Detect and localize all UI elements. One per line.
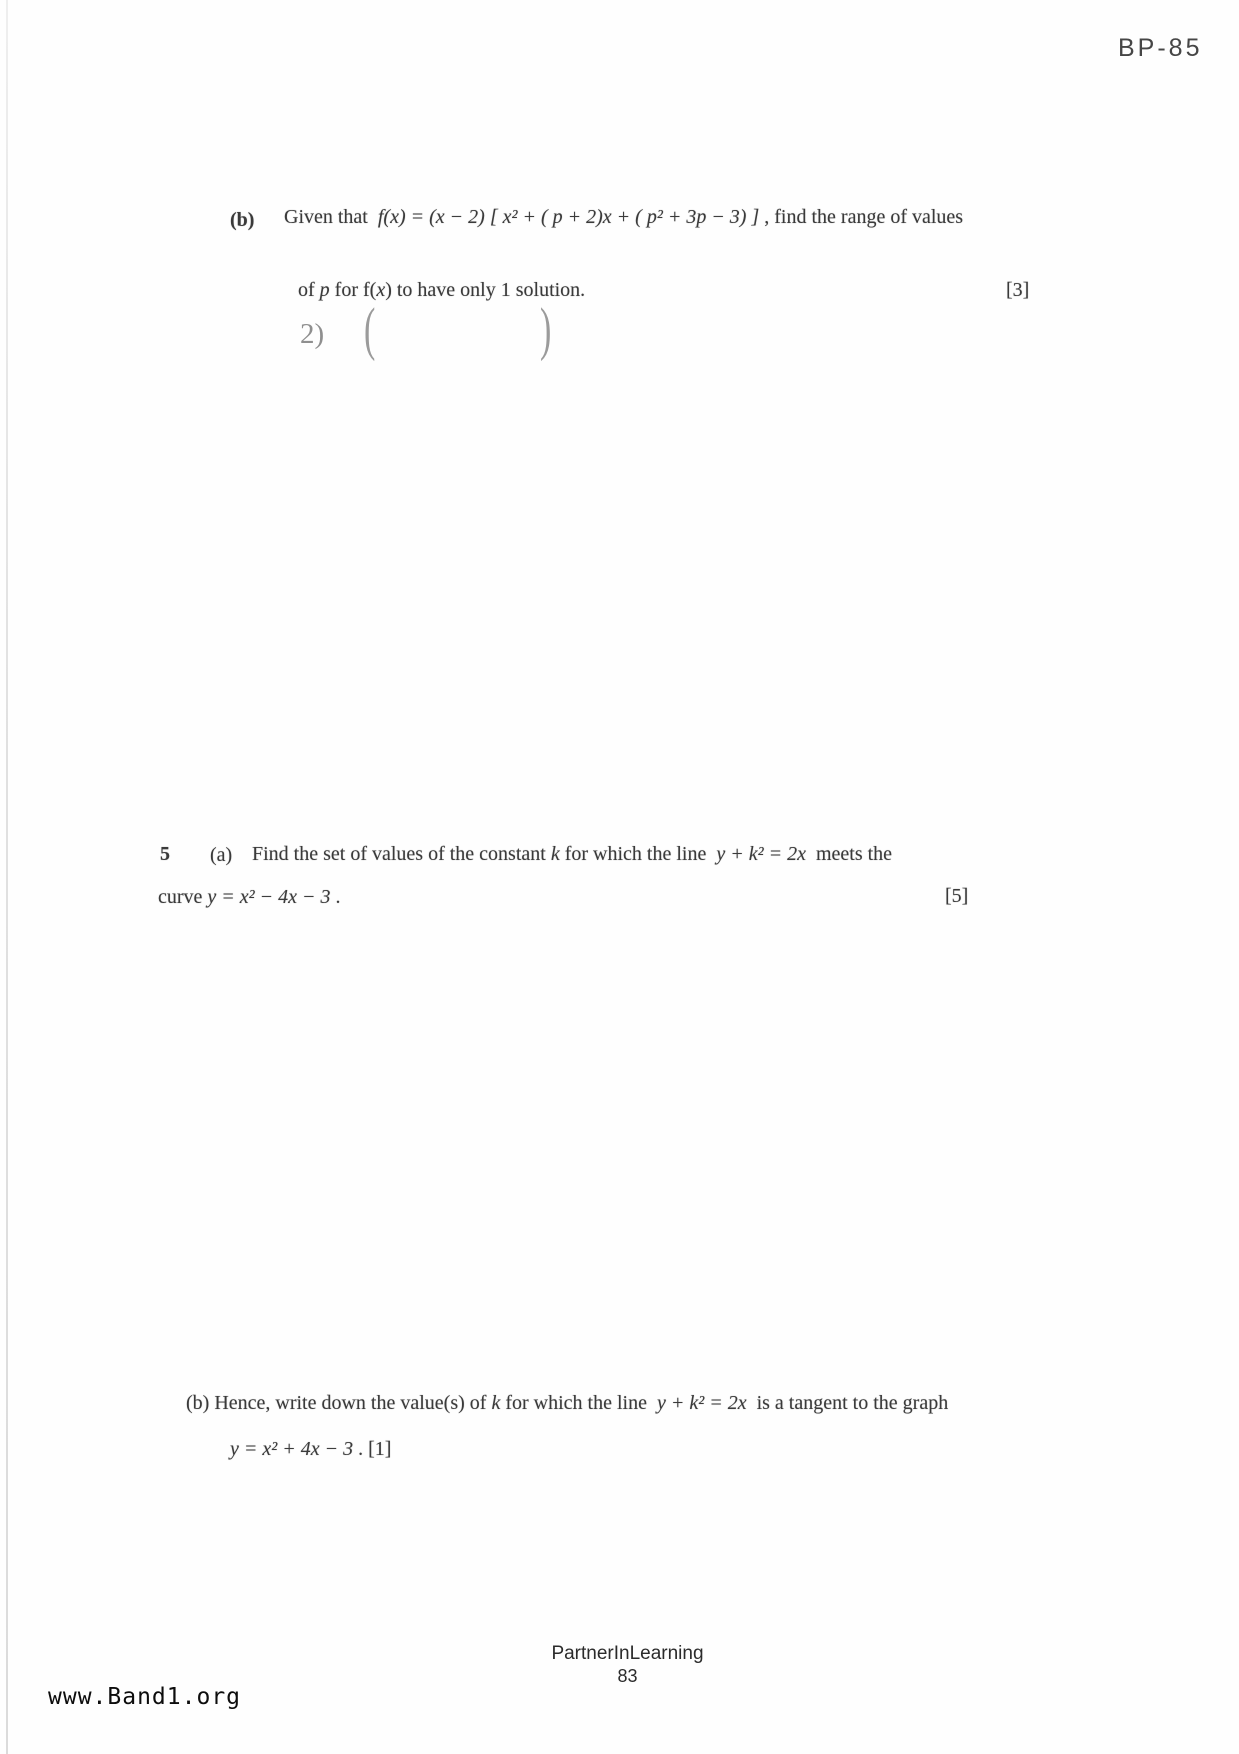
scan-edge-line — [6, 0, 8, 1754]
question-5a-line2: curve y = x² − 4x − 3 . — [158, 886, 341, 908]
question-4b-line1: Given that f(x) = (x − 2) [ x² + ( p + 2)x + ( p² + 3p − 3) ] , find the range of values — [284, 206, 964, 228]
page-footer — [8, 1643, 1239, 1687]
ghost-handwriting-number: 2) — [300, 318, 325, 350]
question-5b-line1: (b) Hence, write down the value(s) of k for which the line y + k² = 2x is a tangent to the graph — [186, 1392, 949, 1414]
question-5b-line2: y = x² + 4x − 3 . [1] — [230, 1438, 392, 1460]
question-5a-line1: Find the set of values of the constant k for which the line y + k² = 2x meets the — [252, 843, 893, 865]
question-5a-label: (a) — [210, 844, 233, 866]
doc-code: BP-85 — [1118, 34, 1203, 62]
site-watermark: www.Band1.org — [48, 1684, 242, 1710]
footer-page-number: 83 — [617, 1666, 638, 1686]
ghost-open-paren: ( — [364, 297, 376, 363]
question-4b-label: (b) — [230, 209, 255, 231]
footer-brand: PartnerInLearning — [551, 1643, 704, 1664]
ghost-close-paren: ) — [540, 297, 552, 363]
question-5a-marks: [5] — [945, 885, 969, 907]
question-4b-marks: [3] — [1006, 279, 1030, 301]
question-4b-line2: of p for f(x) to have only 1 solution. — [298, 279, 586, 301]
question-5-number: 5 — [160, 843, 170, 865]
